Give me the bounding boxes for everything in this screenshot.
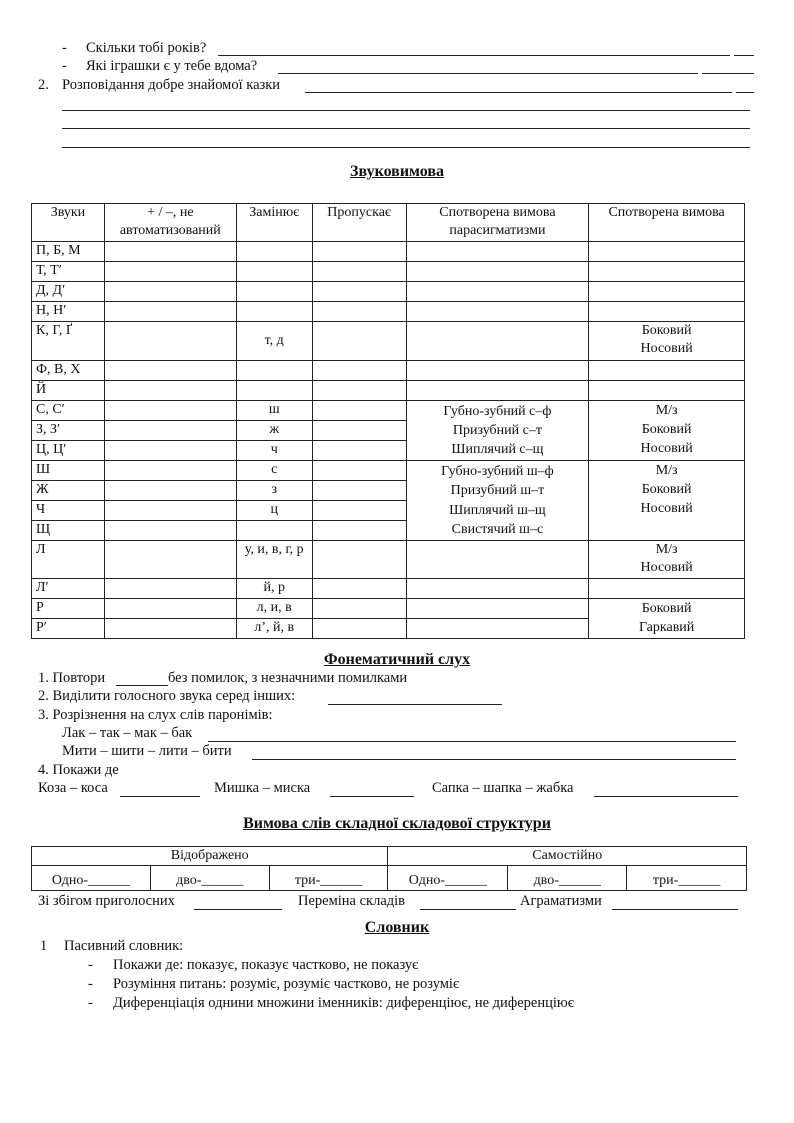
input-cell[interactable]	[104, 242, 236, 262]
answer-line[interactable]	[208, 741, 736, 742]
table-header-row	[32, 847, 747, 866]
input-cell[interactable]	[104, 361, 236, 381]
answer-line[interactable]	[702, 73, 754, 74]
input-cell[interactable]	[312, 262, 406, 282]
input-cell[interactable]	[589, 302, 745, 322]
syllable-label: три-	[652, 873, 679, 888]
parasigmatism-type: Губно-зубний с–ф	[443, 404, 552, 419]
dash: -	[62, 58, 67, 74]
answer-line[interactable]	[252, 759, 736, 760]
replaces-cell: т, д	[236, 322, 312, 361]
table-row	[32, 866, 747, 891]
question-toys: Які іграшки є у тебе вдома?	[86, 58, 258, 74]
sound-cell: Щ	[32, 521, 105, 541]
input-cell[interactable]	[406, 242, 589, 262]
answer-line[interactable]	[734, 55, 754, 56]
sound-cell: Р′	[32, 619, 105, 639]
replaces-cell: у, и, в, г, р	[236, 541, 312, 579]
replaces-cell: л, и, в	[236, 599, 312, 619]
input-cell[interactable]	[104, 501, 236, 521]
parasigmatism-type: Свистячий ш–с	[451, 522, 544, 537]
vocab-item: Покажи де: показує, показує частково, не показує	[113, 957, 419, 973]
item-vowel: 2. Виділити голосного звука серед інших:	[38, 688, 296, 704]
input-cell[interactable]	[312, 619, 406, 639]
replaces-cell: ш	[236, 401, 312, 421]
input-cell[interactable]	[104, 521, 236, 541]
distortion-cell	[589, 401, 745, 461]
reflected-header: Відображено	[32, 847, 388, 866]
table-row	[32, 262, 745, 282]
item-number: 2.	[38, 77, 49, 93]
vocab-item: Розуміння питань: розуміє, розуміє частково, не розуміє	[113, 976, 460, 992]
input-cell[interactable]	[104, 381, 236, 401]
replaces-cell: с	[236, 461, 312, 481]
table-row	[32, 579, 745, 599]
input-cell[interactable]	[589, 381, 745, 401]
syllable-cell[interactable]: Одно-______	[32, 866, 151, 891]
column-header: Замінює	[236, 204, 312, 242]
column-header: + / –, не автоматизований	[104, 204, 236, 242]
syllable-swap-label: Переміна складів	[298, 893, 406, 909]
input-cell[interactable]	[104, 579, 236, 599]
distortion-type: М/з	[655, 542, 678, 557]
sound-cell: К, Г, Ґ	[32, 322, 105, 361]
input-cell[interactable]	[104, 599, 236, 619]
input-cell[interactable]	[104, 262, 236, 282]
sound-cell: С, С′	[32, 401, 105, 421]
sound-cell: Ч	[32, 501, 105, 521]
parasigmatism-type: Призубний ш–т	[450, 483, 545, 498]
input-cell[interactable]	[312, 421, 406, 441]
consonant-cluster-label: Зі збігом приголосних	[38, 893, 175, 909]
section-heading: Фонематичний слух	[323, 651, 471, 668]
section-heading: Словник	[364, 919, 430, 936]
syllable-table	[31, 846, 747, 891]
input-cell[interactable]	[236, 521, 312, 541]
input-cell[interactable]	[312, 361, 406, 381]
table-row	[32, 242, 745, 262]
table-row	[32, 541, 745, 579]
syllable-label: дво-	[533, 873, 559, 888]
syllable-cell[interactable]: три-______	[627, 866, 747, 891]
table-row	[32, 361, 745, 381]
input-cell[interactable]	[589, 242, 745, 262]
parasigmatism-cell	[406, 461, 589, 541]
replaces-cell: л’, й, в	[236, 619, 312, 639]
answer-line[interactable]	[330, 796, 414, 797]
distortion-cell	[589, 461, 745, 541]
input-cell[interactable]	[406, 282, 589, 302]
sound-cell: Ш	[32, 461, 105, 481]
input-cell[interactable]	[406, 541, 589, 579]
distortion-type: Боковий	[641, 601, 692, 616]
parasigmatism-type: Шиплячий ш–щ	[449, 502, 546, 518]
input-cell[interactable]	[312, 302, 406, 322]
table-row	[32, 401, 745, 421]
answer-line[interactable]	[420, 909, 516, 910]
parasigmatism-type: Призубний с–т	[452, 423, 542, 438]
input-cell[interactable]	[406, 302, 589, 322]
input-cell[interactable]	[236, 282, 312, 302]
word-pair: Мишка – миска	[214, 780, 311, 796]
input-cell[interactable]	[589, 262, 745, 282]
input-cell[interactable]	[406, 381, 589, 401]
column-header: Пропускає	[312, 204, 406, 242]
sound-cell: Й	[32, 381, 105, 401]
input-cell[interactable]	[589, 579, 745, 599]
replaces-cell: ц	[236, 501, 312, 521]
vocab-item: Диференціація однини множини іменників: диференціює, не диференціює	[113, 995, 574, 1011]
input-cell[interactable]	[589, 282, 745, 302]
input-cell[interactable]	[104, 541, 236, 579]
input-cell[interactable]	[104, 441, 236, 461]
input-cell[interactable]	[312, 441, 406, 461]
syllable-cell[interactable]: дво-______	[508, 866, 627, 891]
item-show: 4. Покажи де	[38, 762, 119, 778]
sound-table	[31, 203, 745, 639]
input-cell[interactable]	[589, 361, 745, 381]
input-cell[interactable]	[406, 262, 589, 282]
sound-cell: Д, Д′	[32, 282, 105, 302]
replaces-cell: ж	[236, 421, 312, 441]
distortion-cell	[589, 599, 745, 639]
table-row	[32, 282, 745, 302]
input-cell[interactable]	[406, 322, 589, 361]
input-cell[interactable]	[104, 302, 236, 322]
answer-line[interactable]	[194, 909, 282, 910]
answer-line[interactable]	[120, 796, 200, 797]
input-cell[interactable]	[312, 282, 406, 302]
answer-line[interactable]	[278, 73, 698, 74]
distortion-type: Гаркавий	[638, 620, 695, 635]
syllable-label: Одно-	[51, 873, 89, 888]
parasigmatism-type: Шиплячий с–щ	[451, 442, 544, 457]
distortion-type: Боковий	[641, 482, 692, 497]
input-cell[interactable]	[312, 322, 406, 361]
input-cell[interactable]	[406, 361, 589, 381]
distortion-type: Боковий	[641, 323, 692, 338]
table-row	[32, 599, 745, 619]
answer-line[interactable]	[62, 128, 750, 129]
syllable-cell[interactable]: Одно-______	[388, 866, 508, 891]
input-cell[interactable]	[312, 481, 406, 501]
input-cell[interactable]	[312, 541, 406, 579]
input-cell[interactable]	[312, 401, 406, 421]
table-row	[32, 381, 745, 401]
table-row	[32, 461, 745, 481]
section-heading: Звуковимова	[350, 163, 444, 180]
paronym-set: Лак – так – мак – бак	[62, 725, 193, 741]
sound-cell: Т, Т′	[32, 262, 105, 282]
input-cell[interactable]	[236, 302, 312, 322]
distortion-cell	[589, 322, 745, 361]
input-cell[interactable]	[104, 481, 236, 501]
input-cell[interactable]	[104, 421, 236, 441]
input-cell[interactable]	[236, 262, 312, 282]
question-age: Скільки тобі років?	[86, 40, 207, 56]
item-repeat-options: без помилок, з незначними помилками	[168, 670, 408, 686]
sound-cell: П, Б, М	[32, 242, 105, 262]
answer-line[interactable]	[736, 92, 754, 93]
answer-line[interactable]	[594, 796, 738, 797]
input-cell[interactable]	[236, 242, 312, 262]
word-pair: Коза – коса	[38, 780, 108, 796]
dash: -	[62, 40, 67, 56]
paronym-set: Мити – шити – лити – бити	[62, 743, 232, 759]
input-cell[interactable]	[312, 521, 406, 541]
distortion-type: Боковий	[641, 422, 692, 437]
table-header-row	[32, 204, 745, 242]
dash: -	[88, 957, 93, 973]
item-number: 1	[40, 938, 48, 954]
distortion-type: Носовий	[640, 501, 693, 516]
column-header: Спотворена вимова	[589, 204, 745, 242]
sound-cell: Л′	[32, 579, 105, 599]
input-cell[interactable]	[312, 242, 406, 262]
input-cell[interactable]	[104, 619, 236, 639]
input-cell[interactable]	[312, 501, 406, 521]
parasigmatism-cell	[406, 401, 589, 461]
input-cell[interactable]	[406, 579, 589, 599]
parasigmatism-type: Губно-зубний ш–ф	[441, 463, 554, 479]
sound-cell: Ф, В, Х	[32, 361, 105, 381]
distortion-type: Носовий	[640, 441, 693, 456]
input-cell[interactable]	[104, 282, 236, 302]
fairy-tale-prompt: Розповідання добре знайомої казки	[62, 77, 281, 93]
input-cell[interactable]	[312, 461, 406, 481]
distortion-type: М/з	[655, 463, 678, 478]
answer-line[interactable]	[62, 110, 750, 111]
distortion-type: Носовий	[640, 341, 693, 356]
syllable-label: Одно-	[408, 873, 445, 888]
dash: -	[88, 976, 93, 992]
input-cell[interactable]	[406, 599, 589, 619]
sound-cell: Р	[32, 599, 105, 619]
table-row	[32, 322, 745, 361]
syllable-label: дво-	[176, 873, 202, 888]
independent-header: Самостійно	[388, 847, 747, 866]
distortion-cell	[589, 541, 745, 579]
passive-vocab-label: Пасивний словник:	[64, 938, 184, 954]
replaces-cell: й, р	[236, 579, 312, 599]
input-cell[interactable]	[104, 461, 236, 481]
input-cell[interactable]	[312, 579, 406, 599]
input-cell[interactable]	[236, 381, 312, 401]
input-cell[interactable]	[406, 619, 589, 639]
answer-line[interactable]	[116, 685, 168, 686]
sound-cell: Ж	[32, 481, 105, 501]
syllable-label: три-	[294, 873, 321, 888]
dash: -	[88, 995, 93, 1011]
section-heading: Вимова слів складної складової структури	[243, 815, 551, 832]
syllable-cell[interactable]: три-______	[269, 866, 388, 891]
agrammatism-label: Аграматизми	[520, 893, 602, 909]
table-row	[32, 302, 745, 322]
input-cell[interactable]	[312, 599, 406, 619]
distortion-type: М/з	[655, 403, 678, 418]
answer-line[interactable]	[62, 147, 750, 148]
distortion-type: Носовий	[640, 560, 693, 575]
column-header: Спотворена вимова парасигматизми	[406, 204, 589, 242]
answer-line[interactable]	[328, 704, 502, 705]
syllable-cell[interactable]: дво-______	[150, 866, 269, 891]
input-cell[interactable]	[104, 401, 236, 421]
sound-cell: З, З′	[32, 421, 105, 441]
item-repeat: 1. Повтори	[38, 670, 106, 686]
input-cell[interactable]	[104, 322, 236, 361]
replaces-cell: з	[236, 481, 312, 501]
answer-line[interactable]	[612, 909, 738, 910]
answer-line[interactable]	[218, 55, 730, 56]
word-pair: Сапка – шапка – жабка	[432, 780, 574, 796]
column-header: Звуки	[32, 204, 105, 242]
sound-cell: Л	[32, 541, 105, 579]
replaces-cell: ч	[236, 441, 312, 461]
sound-cell: Н, Н′	[32, 302, 105, 322]
answer-line[interactable]	[305, 92, 732, 93]
input-cell[interactable]	[312, 381, 406, 401]
input-cell[interactable]	[236, 361, 312, 381]
sound-cell: Ц, Ц′	[32, 441, 105, 461]
item-paronyms: 3. Розрізнення на слух слів паронімів:	[38, 707, 273, 723]
